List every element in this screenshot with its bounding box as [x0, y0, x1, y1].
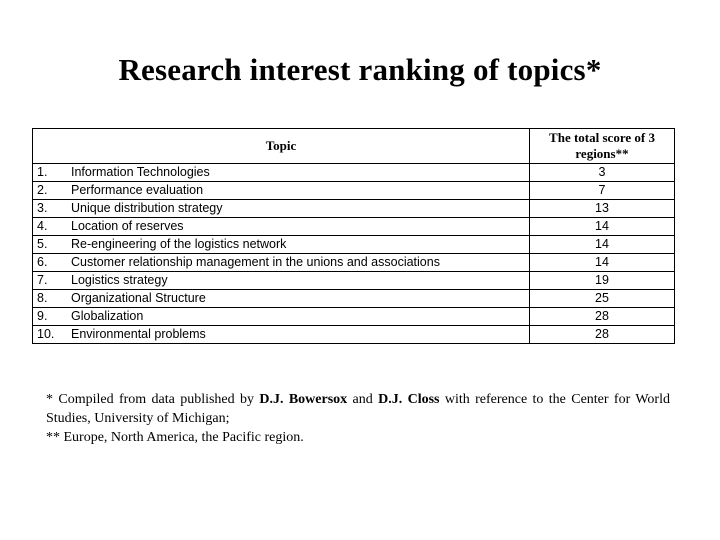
- topic-text: Organizational Structure: [71, 291, 206, 305]
- table-row: [33, 236, 675, 254]
- score-cell: 28: [530, 326, 675, 344]
- table-row: [33, 326, 675, 344]
- topic-text: Logistics strategy: [71, 273, 168, 287]
- table-row: [33, 290, 675, 308]
- footnote-regions: ** Europe, North America, the Pacific region.: [46, 430, 304, 445]
- topic-text: Environmental problems: [71, 327, 206, 341]
- footnote-source-prefix: * Compiled from data published by: [46, 392, 260, 407]
- score-cell: 25: [530, 290, 675, 308]
- table-row: [33, 308, 675, 326]
- topic-text: Re-engineering of the logistics network: [71, 237, 287, 251]
- topic-text: Customer relationship management in the unions and associations: [71, 255, 440, 269]
- rank-number: 5.: [37, 237, 48, 251]
- topic-cell: [33, 182, 530, 200]
- rank-number: 2.: [37, 183, 48, 197]
- topic-cell: [33, 218, 530, 236]
- footnote-author-bowersox: D.J. Bowersox: [259, 392, 348, 407]
- rank-number: 9.: [37, 309, 48, 323]
- topic-cell: [33, 236, 530, 254]
- table-header-row: [33, 129, 675, 164]
- score-column-header: The total score of 3 regions**: [530, 129, 675, 164]
- rank-number: 6.: [37, 255, 48, 269]
- topic-cell: [33, 272, 530, 290]
- footnote-source-and: and: [347, 392, 379, 407]
- rank-number: 1.: [37, 165, 48, 179]
- table-row: [33, 254, 675, 272]
- table-row: [33, 164, 675, 182]
- rank-number: 4.: [37, 219, 48, 233]
- score-cell: 14: [530, 218, 675, 236]
- footnote-source: [46, 390, 670, 428]
- rank-number: 10.: [37, 327, 55, 341]
- topic-text: Location of reserves: [71, 219, 184, 233]
- topic-text: Globalization: [71, 309, 144, 323]
- topic-cell: [33, 164, 530, 182]
- score-cell: 13: [530, 200, 675, 218]
- table-row: [33, 182, 675, 200]
- rank-number: 7.: [37, 273, 48, 287]
- score-cell: 14: [530, 236, 675, 254]
- topic-cell: [33, 326, 530, 344]
- page-title: Research interest ranking of topics*: [118, 52, 602, 87]
- footnote-source-suffix: with reference to the Center for World Studies, University of Michigan;: [46, 392, 670, 426]
- rank-number: 8.: [37, 291, 48, 305]
- table-body: [33, 164, 675, 344]
- topic-column-header: Topic: [33, 129, 530, 164]
- score-cell: 19: [530, 272, 675, 290]
- rank-number: 3.: [37, 201, 48, 215]
- topic-text: Information Technologies: [71, 165, 210, 179]
- topic-cell: [33, 200, 530, 218]
- footnotes: [46, 390, 670, 447]
- topic-cell: [33, 290, 530, 308]
- footnote-author-closs: D.J. Closs: [378, 392, 440, 407]
- ranking-table: [32, 128, 675, 344]
- table-row: [33, 200, 675, 218]
- score-cell: 3: [530, 164, 675, 182]
- table-row: [33, 272, 675, 290]
- topic-text: Unique distribution strategy: [71, 201, 223, 215]
- score-cell: 14: [530, 254, 675, 272]
- topic-cell: [33, 308, 530, 326]
- score-cell: 7: [530, 182, 675, 200]
- topic-text: Performance evaluation: [71, 183, 204, 197]
- topic-cell: [33, 254, 530, 272]
- score-cell: 28: [530, 308, 675, 326]
- table-row: [33, 218, 675, 236]
